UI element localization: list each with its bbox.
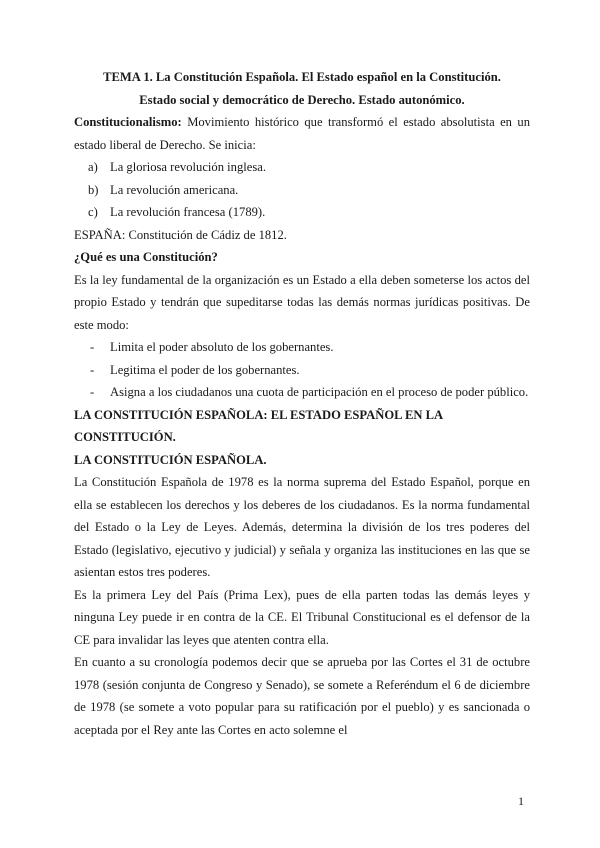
section-heading: LA CONSTITUCIÓN ESPAÑOLA: EL ESTADO ESPAÑOL EN LA CONSTITUCIÓN.: [74, 407, 443, 444]
list-marker: -: [90, 340, 95, 354]
list-item-text: La revolución americana.: [110, 182, 239, 197]
revolutions-list: [74, 156, 530, 224]
paragraph-norma-suprema: La Constitución Española de 1978 es la norma suprema del Estado Español, porque en ella se establecen los derechos y los deberes de los ciudadanos. Es la norma fundamental del Estado o la Ley de Leyes. Además, determina la división de los tres poderes del Estado (legislativo, ejecutivo y judicial) y señala y organiza las instituciones en las que se asientan estos tres poderes.: [74, 475, 530, 579]
list-item: [74, 359, 530, 382]
paragraph-prima-lex: Es la primera Ley del País (Prima Lex), pues de ella parten todas las demás leyes y ninguna Ley puede ir en contra de la CE. El Tribunal Constitucional es el defensor de la CE para invalidar las leyes que atenten contra ella.: [74, 587, 530, 647]
list-item-text: Legitima el poder de los gobernantes.: [110, 362, 300, 377]
subsection-heading: LA CONSTITUCIÓN ESPAÑOLA.: [74, 452, 267, 467]
definition-paragraph: Es la ley fundamental de la organización es un Estado a ella deben someterse los actos del propio Estado y tendrán que supeditarse todas las demás normas jurídicas positivas. De este modo:: [74, 272, 530, 332]
list-item-text: La revolución francesa (1789).: [110, 205, 266, 219]
constitucionalismo-paragraph: [74, 111, 530, 156]
list-item: [74, 156, 530, 179]
title-line-2: Estado social y democrático de Derecho. Estado autonómico.: [139, 92, 465, 107]
title-line-1: TEMA 1. La Constitución Española. El Estado español en la Constitución.: [103, 70, 501, 84]
list-item: [74, 381, 530, 404]
list-marker: a): [88, 160, 98, 174]
list-marker: b): [88, 182, 99, 197]
list-item-text: Limita el poder absoluto de los gobernantes.: [110, 340, 334, 354]
effects-list: [74, 336, 530, 404]
list-item-text: Asigna a los ciudadanos una cuota de participación en el proceso de poder público.: [110, 385, 529, 399]
constitucionalismo-term: Constitucionalismo:: [74, 115, 182, 129]
question-heading: ¿Qué es una Constitución?: [74, 250, 218, 264]
list-item: [74, 179, 530, 202]
list-item: [74, 336, 530, 359]
espana-line: ESPAÑA: Constitución de Cádiz de 1812.: [74, 227, 287, 242]
list-item-text: La gloriosa revolución inglesa.: [110, 160, 266, 174]
list-item: [74, 201, 530, 224]
page-content: [74, 66, 530, 741]
list-marker: -: [90, 385, 95, 399]
paragraph-cronologia: En cuanto a su cronología podemos decir que se aprueba por las Cortes el 31 de octubre 1978 (sesión conjunta de Congreso y Senado), se somete a Referéndum el 6 de diciembre de 1978 (se somete a voto popular para su ratificación por el pueblo) y es sancionada o aceptada por el Rey ante las Cortes en acto solemne el: [74, 655, 530, 737]
list-marker: c): [88, 205, 98, 219]
constitucionalismo-text: Movimiento histórico que transformó el estado absolutista en un estado liberal de Derecho. Se inicia:: [74, 115, 530, 152]
page-number: 1: [518, 794, 524, 808]
list-marker: -: [90, 362, 95, 377]
